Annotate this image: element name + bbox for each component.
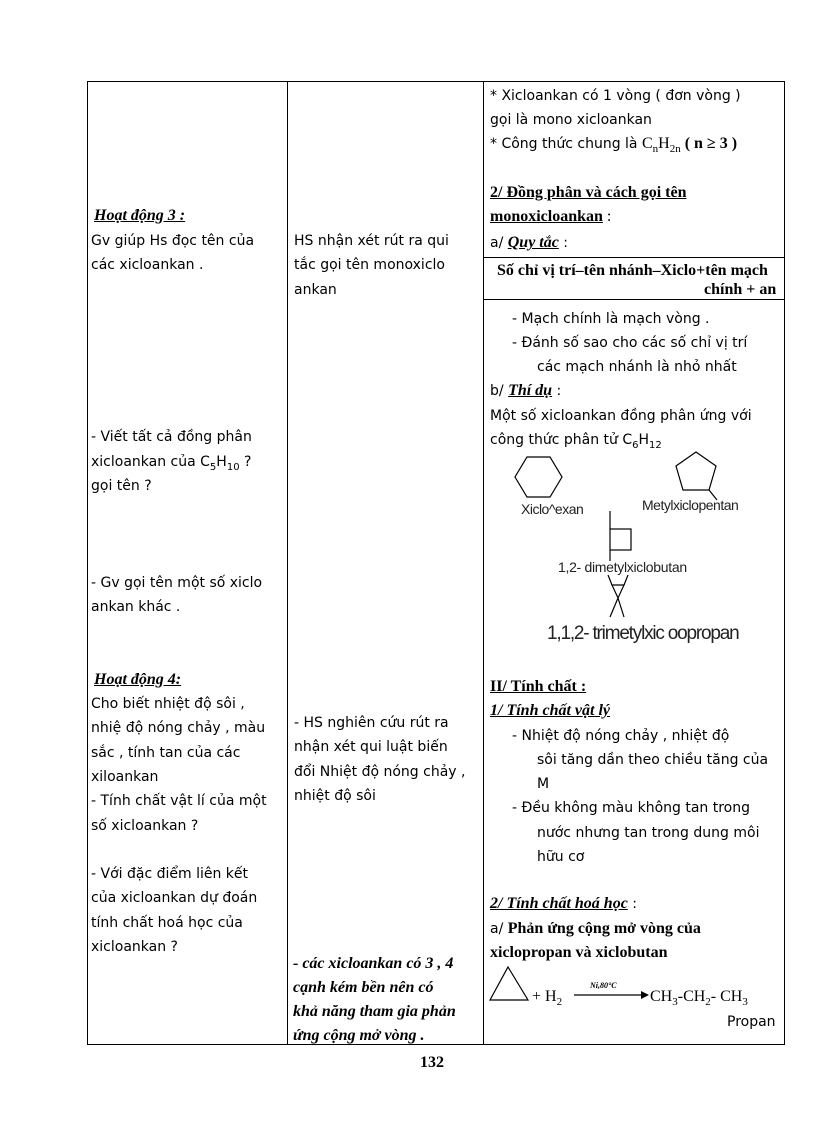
isomer-question-line: xicloankan của $C_5H_{10}$ ?	[91, 454, 252, 473]
example-line: công thức phân tử $C_6H_{12}$	[490, 432, 662, 451]
cyclopropane-reactant	[490, 967, 528, 1000]
rule-text-line: Số chỉ vị trí–tên nhánh–Xiclo+tên mạch	[497, 262, 768, 279]
physical-property-line: M	[537, 776, 550, 792]
physical-property-line: hữu cơ	[537, 849, 585, 865]
example-heading: b/ Thí dụ :	[490, 382, 562, 399]
activity-4-line: - Với đặc điểm liên kết	[91, 866, 249, 882]
student-note-line: - HS nghiên cứu rút ra	[294, 715, 449, 731]
student-note-line: nhận xét qui luật biến	[294, 739, 448, 755]
rule-text-line: chính + an	[704, 281, 777, 298]
general-formula-line: * Công thức chung là $C_nH_{2n}$ ( n ≥ 3 )	[490, 135, 738, 155]
rule-point: - Đánh số sao cho các số chỉ vị trí	[512, 335, 748, 351]
reaction-product: $CH_3-CH_2-$ $CH_3$	[650, 988, 748, 1009]
activity-4-line: Cho biết nhiệt độ sôi ,	[91, 696, 245, 712]
activity-4-line: xiloankan	[91, 769, 159, 785]
cyclopentane-ring	[676, 452, 716, 490]
activity-4-line: nhiệ độ nóng chảy , màu	[91, 720, 266, 736]
hydrogen-reactant: + $H_2$	[532, 988, 563, 1009]
activity-4-line: - Tính chất vật lí của một	[91, 793, 267, 809]
column-divider-1	[287, 81, 288, 1045]
reaction-condition: Ni,80°C	[590, 981, 617, 990]
activity-3-title: Hoạt động 3 :	[94, 207, 186, 224]
student-conclusion-line: cạnh kém bền nên có	[293, 979, 434, 996]
student-note-line: đổi Nhiệt độ nóng chảy ,	[294, 764, 466, 780]
cyclopropane-ring	[612, 585, 624, 598]
methyl-bond	[618, 598, 624, 617]
activity-3-line: Gv giúp Hs đọc tên của	[91, 233, 255, 249]
arrow-head	[641, 991, 649, 999]
student-note-line: ankan	[294, 282, 337, 298]
rule-point: các mạch nhánh là nhỏ nhất	[537, 359, 737, 375]
physical-property-line: sôi tăng dần theo chiều tăng của	[537, 752, 769, 768]
section-II-title: II/ Tính chất :	[490, 678, 587, 695]
student-note-line: HS nhận xét rút ra qui	[294, 233, 449, 249]
methylcyclopentane-label: Metylxiclopentan	[642, 497, 739, 513]
page-number: 132	[420, 1054, 444, 1071]
activity-4-line: số xicloankan ?	[91, 818, 199, 834]
physical-property-line: nước nhưng tan trong dung môi	[537, 825, 760, 841]
cyclohexane-label: Xiclo^exan	[521, 501, 584, 517]
activity-3-line: các xicloankan .	[91, 257, 204, 273]
student-conclusion-line: ứng cộng mở vòng .	[293, 1027, 425, 1044]
rule-heading: a/ Quy tắc :	[490, 234, 569, 251]
naming-question-line: - Gv gọi tên một số xiclo	[91, 575, 263, 591]
isomer-question-line: gọi tên ?	[91, 478, 152, 494]
activity-4-line: xicloankan ?	[91, 939, 178, 955]
cyclobutane-ring	[610, 529, 631, 550]
activity-4-line: của xicloankan dự đoán	[91, 890, 258, 906]
reaction-drawing	[488, 960, 658, 1008]
activity-4-line: tính chất hoá học của	[91, 915, 243, 931]
methyl-bond	[610, 598, 618, 617]
student-note-line: nhiệt độ sôi	[294, 788, 376, 804]
product-name: Propan	[727, 1014, 776, 1030]
isomer-question-line: - Viết tất cả đồng phân	[91, 429, 252, 445]
student-conclusion-line: khả năng tham gia phản	[293, 1003, 456, 1020]
student-note-line: tắc gọi tên monoxiclo	[294, 257, 445, 273]
naming-question-line: ankan khác .	[91, 599, 181, 615]
content-line: * Xicloankan có 1 vòng ( đơn vòng )	[490, 88, 741, 104]
rule-point: - Mạch chính là mạch vòng .	[512, 311, 710, 327]
physical-property-line: - Đều không màu không tan trong	[512, 800, 750, 816]
trimethylcyclopropane-label: 1,1,2- trimetylxic oopropan	[547, 623, 739, 644]
physical-properties-title: 1/ Tính chất vật lý	[490, 702, 610, 719]
reaction-heading-line: xiclopropan và xiclobutan	[490, 944, 668, 961]
activity-4-line: sắc , tính tan của các	[91, 745, 241, 761]
cyclohexane-ring	[515, 457, 562, 497]
reaction-heading-line: a/ Phản ứng cộng mở vòng của	[490, 920, 701, 937]
section-2-title: monoxicloankan :	[490, 208, 612, 225]
student-conclusion-line: - các xicloankan có 3 , 4	[293, 955, 454, 972]
physical-property-line: - Nhiệt độ nóng chảy , nhiệt độ	[512, 728, 730, 744]
dimethylcyclobutane-label: 1,2- dimetylxiclobutan	[558, 559, 687, 575]
example-line: Một số xicloankan đồng phân ứng với	[490, 408, 752, 424]
chemical-properties-title: 2/ Tính chất hoá học :	[490, 895, 637, 912]
activity-4-title: Hoạt động 4:	[94, 671, 182, 688]
section-2-title: 2/ Đồng phân và cách gọi tên	[490, 184, 687, 201]
content-line: gọi là mono xicloankan	[490, 112, 652, 128]
